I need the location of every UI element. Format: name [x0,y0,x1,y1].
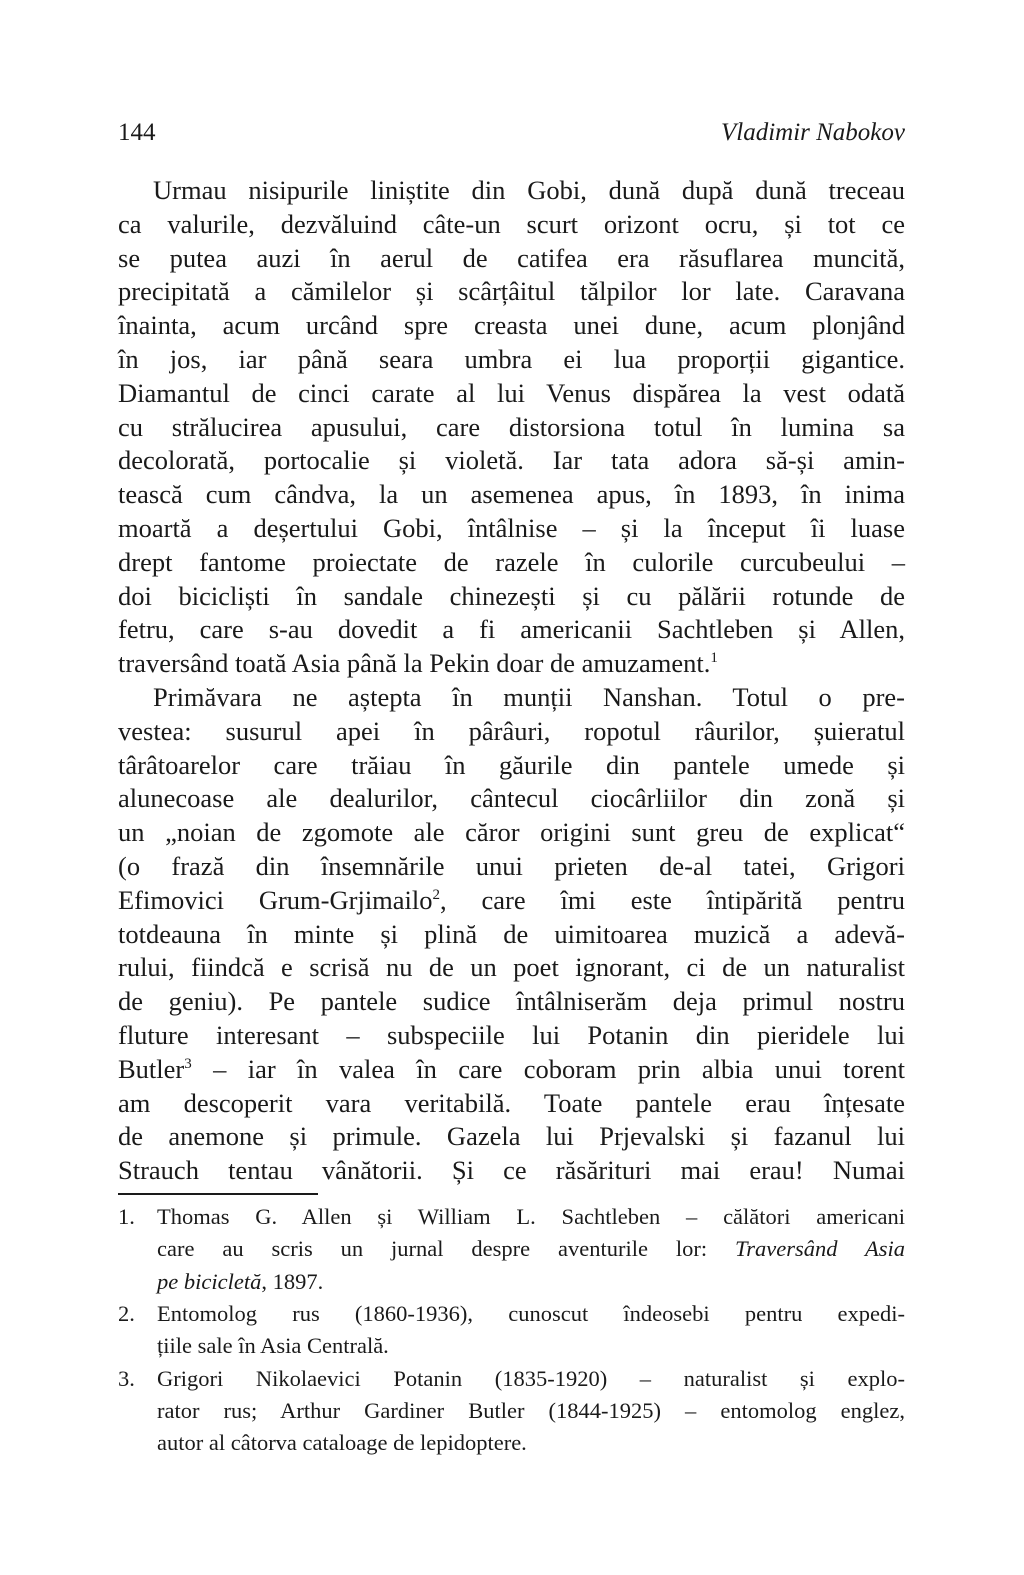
text-segment: autor al câtorva cataloage de lepidoptere. [157,1430,527,1456]
text-line [118,579,905,613]
text-segment: Efimovici Grum-Grjimailo [118,884,433,915]
text-line [118,748,905,782]
line-content [118,243,905,273]
footnote-line [157,1330,905,1362]
text-segment: – iar în valea în care coboram prin albia unui torent [191,1053,905,1084]
text-segment: de geniu). Pe pantele sudice întâlniserăm deja primul nostru [118,986,905,1017]
text-segment: , care îmi este întipărită pentru [440,884,905,915]
text-line [118,477,905,511]
text-line [118,1052,905,1086]
text-segment: moartă a deșertului Gobi, întâlnise – și la început îi luase [118,513,905,543]
text-segment: pe bicicletă [157,1268,262,1294]
text-segment: rator rus; Arthur Gardiner Butler (1844-1925) – entomolog englez, [157,1397,905,1423]
line-content [118,547,905,577]
line-content [157,1430,527,1455]
text-line [118,241,905,275]
line-content [118,412,905,442]
text-segment: înainta, acum urcând spre creasta unei dune, acum plonjând [118,310,905,341]
text-line [118,342,905,376]
text-line [118,308,905,342]
text-segment: am descoperit vara veritabilă. Toate pantele erau înțesate [118,1087,905,1118]
text-segment: tească cum cândva, la un asemenea apus, în 1893, în inima [118,479,905,510]
line-content [118,310,905,340]
text-line [153,680,905,714]
line-content [118,851,905,881]
text-segment: rului, fiindcă e scrisă nu de un poet ignorant, ci de un naturalist [118,952,905,983]
line-content [118,614,905,644]
line-content [118,513,905,543]
line-content [118,1088,905,1118]
line-content [118,885,905,915]
line-content [118,952,905,982]
line-content [153,682,905,712]
text-segment: alunecoase ale dealurilor, cântecul ciocârliilor din zonă și [118,783,905,814]
text-segment: un „noian de zgomote ale căror origini sunt greu de explicat“ [118,817,905,848]
text-segment: doi bicicliști în sandale chinezești și cu pălării rotunde de [118,580,905,611]
text-segment: , 1897. [261,1268,324,1294]
line-content [118,986,905,1016]
text-line [118,714,905,748]
text-line [118,511,905,545]
text-segment: fluture interesant – subspeciile lui Potanin din pieridele lui [118,1020,905,1050]
text-segment: decolorată, portocalie și violetă. Iar tata adora să-și amin- [118,445,905,476]
text-segment: ca valurile, dezvăluind câte-un scurt orizont ocru, și tot ce [118,208,905,239]
line-content [157,1269,323,1294]
line-content [118,919,905,949]
text-line [118,1018,905,1052]
text-line [118,274,905,308]
footnote-number: 2. [118,1300,135,1326]
footnote-line [157,1427,905,1459]
text-line [118,1119,905,1153]
line-content [118,581,905,611]
text-line [118,950,905,984]
text-line [153,173,905,207]
line-content [157,1398,905,1423]
line-content [118,445,905,475]
line-content [118,344,905,374]
line-content [118,378,905,408]
footnote-separator [118,1193,318,1195]
text-segment: (o frază din însemnările unui prieten de-al tatei, Grigori [118,851,905,881]
text-segment: Butler [118,1053,185,1084]
text-line [118,646,905,680]
text-segment: se putea auzi în aerul de catifea era răsuflarea muncită, [118,242,905,273]
text-segment: Urmau nisipurile liniștite din Gobi, dună după dună treceau [153,175,905,205]
text-line [118,410,905,444]
text-segment: Thomas G. Allen și William L. Sachtleben – călători americani [157,1204,905,1229]
line-content [157,1236,905,1261]
text-line [118,207,905,241]
text-line [118,984,905,1018]
text-segment: țiile sale în Asia Centrală. [157,1333,389,1359]
text-segment: de anemone și primule. Gazela lui Prjevalski și fazanul lui [118,1121,905,1152]
footnote-number: 1. [118,1204,135,1229]
text-segment: Diamantul de cinci carate al lui Venus dispărea la vest odată [118,377,905,408]
line-content [118,716,905,746]
running-head: Vladimir Nabokov [720,119,905,146]
line-content [157,1204,905,1229]
line-content [157,1333,389,1358]
text-line [118,917,905,951]
text-segment: drept fantome proiectate de razele în culorile curcubeului – [118,546,905,577]
text-line [118,849,905,883]
line-content [118,209,905,239]
text-segment: totdeauna în minte și plină de uimitoarea muzică a adevă- [118,918,905,949]
text-line [118,1153,905,1187]
line-content [153,175,905,205]
footnote-line [157,1363,905,1395]
line-content [157,1366,905,1391]
line-content [157,1301,905,1326]
page-number: 144 [118,119,156,146]
text-segment: Entomolog rus (1860-1936), cunoscut îndeosebi pentru expedi- [157,1300,905,1326]
footnote-line [157,1395,905,1427]
footnote-reference: 3 [184,1055,192,1072]
text-segment: târâtoarelor care trăiau în găurile din pantele umede și [118,749,905,780]
line-content [118,1054,905,1084]
text-segment: Primăvara ne aștepta în munții Nanshan. Totul o pre- [153,682,905,712]
text-line [118,781,905,815]
line-content [118,648,718,678]
footnote-number: 3. [118,1365,135,1391]
text-line [118,443,905,477]
footnote-reference: 2 [432,886,441,903]
text-segment: vestea: susurul apei în pârâuri, ropotul râurilor, șuieratul [118,715,905,746]
text-line [118,376,905,410]
footnote-line [157,1266,905,1298]
text-segment: precipitată a cămilelor și scârțâitul tălpilor lor late. Caravana [118,276,905,307]
text-line [118,612,905,646]
line-content [118,783,905,813]
footnote-line [157,1233,905,1265]
line-content [118,750,905,780]
line-content [118,817,905,847]
text-segment: fetru, care s-au dovedit a fi americanii Sachtleben și Allen, [118,614,905,645]
text-segment: traversând toată Asia până la Pekin doar de amuzament. [118,648,711,679]
footnote-reference: 1 [710,650,718,667]
text-line [118,1086,905,1120]
text-line [118,545,905,579]
text-segment: Strauch tentau vânătorii. Și ce răsărituri mai erau! Numai [118,1155,905,1186]
text-segment: Grigori Nikolaevici Potanin (1835-1920) – naturalist și explo- [157,1365,905,1391]
footnote-line [157,1201,905,1233]
line-content [118,1020,905,1050]
text-segment: în jos, iar până seara umbra ei lua proporții gigantice. [118,344,905,374]
line-content [118,276,905,306]
line-content [118,1121,905,1151]
text-segment: cu strălucirea apusului, care distorsiona totul în lumina sa [118,411,905,442]
text-segment: Traversând Asia [735,1236,906,1262]
line-content [118,479,905,509]
text-line [118,815,905,849]
text-line [118,883,905,917]
footnote-line [157,1298,905,1330]
text-segment: care au scris un jurnal despre aventurile lor: [157,1236,735,1262]
line-content [118,1155,905,1185]
